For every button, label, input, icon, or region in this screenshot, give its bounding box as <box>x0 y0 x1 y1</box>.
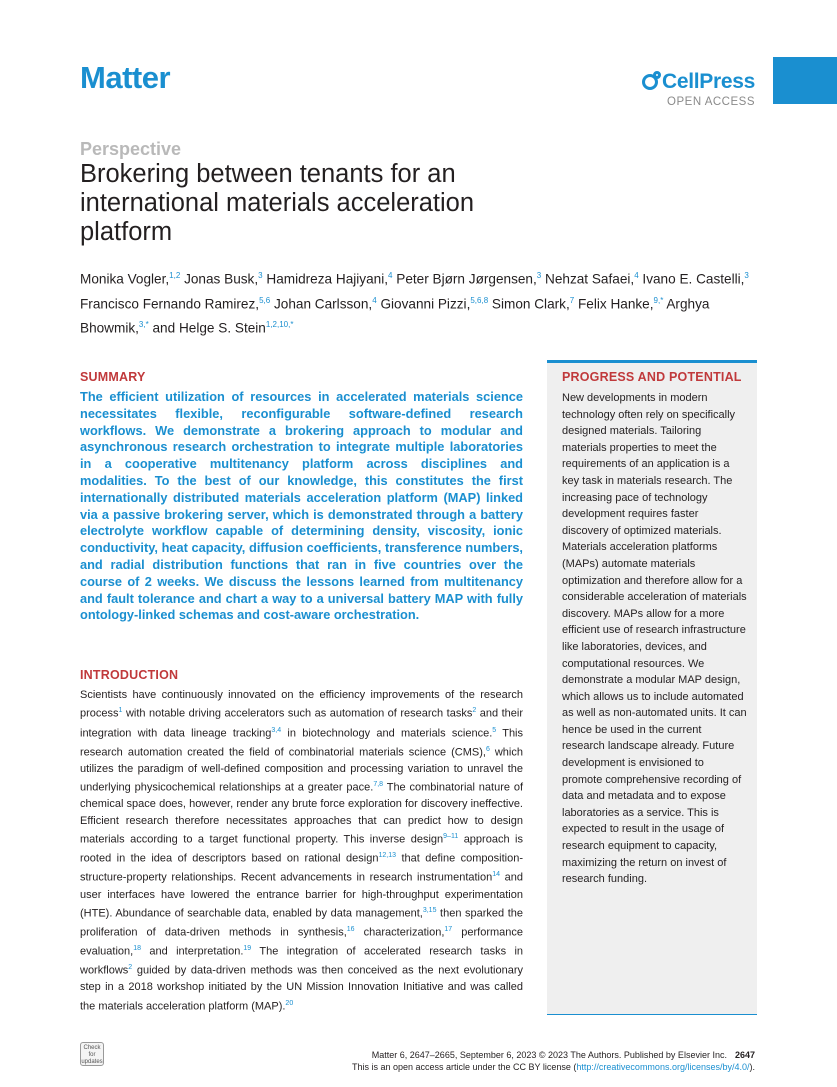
reference-link[interactable]: 14 <box>492 871 501 879</box>
reference-link[interactable]: 17 <box>444 926 453 934</box>
author-affiliation[interactable]: 5,6 <box>259 295 271 305</box>
author-name: Francisco Fernando Ramirez, <box>80 296 260 312</box>
author-affiliation[interactable]: 4 <box>372 295 377 305</box>
reference-link[interactable]: 3,15 <box>422 907 437 915</box>
author-name: Johan Carlsson, <box>273 296 373 312</box>
check-for-updates-label: Check for updates <box>81 1045 103 1065</box>
license-text: This is an open access article under the CC BY license ( <box>351 1061 577 1072</box>
author-name: Arghya Bhowmik, <box>80 296 710 336</box>
author-name: Felix Hanke, <box>577 296 654 312</box>
journal-name: Matter <box>80 60 171 95</box>
license-link[interactable]: http://creativecommons.org/licenses/by/4.0/ <box>576 1061 750 1072</box>
cellpress-logo-icon <box>642 74 658 90</box>
summary-heading: SUMMARY <box>80 370 146 384</box>
publisher-name: CellPress <box>661 70 755 93</box>
reference-link[interactable]: 5 <box>492 726 497 734</box>
citation-line <box>195 1050 755 1062</box>
reference-link[interactable]: 20 <box>285 999 294 1007</box>
author-name: and Helge S. Stein <box>152 320 266 336</box>
reference-link[interactable]: 12,13 <box>378 852 396 860</box>
header-color-tab <box>773 57 837 104</box>
check-for-updates-badge[interactable] <box>80 1042 104 1066</box>
author-name: Simon Clark, <box>491 296 570 312</box>
summary-text: The efficient utilization of resources in accelerated materials science necessitates flexible, reconfigurable software-defined research workflows. We demonstrate a brokering approach to modular and asynchronous research orchestration to integrate multiple laboratories in a cooperative multitenancy platform across disciplines and modalities. To the best of our knowledge, this constitutes the first internationally distributed materials acceleration platform (MAP) linked via a passive brokering server, which is demonstrated through a battery electrolyte workflow capable of determining density, viscosity, ionic conductivity, heat capacity, diffusion coefficients, transference numbers, and radial distribution functions that ran in five countries over the course of 2 weeks. We discuss the lessons learned from multitenancy and fault tolerance and chart a way to a universal battery MAP with fully ontology-linked schemas and cost-aware orchestration. <box>80 389 523 623</box>
author-affiliation[interactable]: 1,2,10,* <box>265 320 294 330</box>
reference-link[interactable]: 3,4 <box>271 726 282 734</box>
reference-link[interactable]: 2 <box>128 964 133 972</box>
article-title: Brokering between tenants for an international materials acceleration platform <box>80 160 475 246</box>
author-affiliation[interactable]: 3 <box>536 271 542 280</box>
reference-link[interactable]: 16 <box>346 926 355 934</box>
author-name: Ivano E. Castelli, <box>642 271 745 287</box>
progress-potential-box <box>547 360 757 1015</box>
author-affiliation[interactable]: 4 <box>634 271 639 280</box>
introduction-heading: INTRODUCTION <box>80 668 179 682</box>
article-type: Perspective <box>80 139 182 159</box>
author-affiliation[interactable]: 9,* <box>653 295 664 305</box>
author-affiliation[interactable]: 3 <box>258 271 263 280</box>
author-name: Nehzat Safaei, <box>545 271 635 287</box>
author-affiliation[interactable]: 4 <box>388 271 393 280</box>
reference-link[interactable]: 6 <box>485 745 490 753</box>
reference-link[interactable]: 18 <box>133 945 142 953</box>
license-text-end: ). <box>749 1061 755 1072</box>
open-access-label: OPEN ACCESS <box>667 96 755 108</box>
publisher-logo <box>575 70 755 108</box>
page-footer <box>195 1050 755 1073</box>
progress-text: New developments in modern technology often rely on specifically designed materials. Tailoring materials properties to meet the requirements of an application is a key task in materials research. The increasing pace of technology development requires faster discovery of optimized materials. Materials acceleration platforms (MAPs) automate materials optimization and therefore allow for a considerable acceleration of materials discovery. MAPs allow for a more efficient use of research infrastructure like laboratories, devices, and computational resources. We demonstrate a modular MAP design, which allows us to include automated as well as non-automated units. It can hence be used in the current research landscape already. Future development is envisioned to promote comprehensive recording of data and metadata and to expose laboratories as a service. This is expected to result in the usage of research equipment to capacity, maximizing the return on invest of research funding. <box>562 392 747 886</box>
reference-link[interactable]: 19 <box>243 945 252 953</box>
reference-link[interactable]: 9–11 <box>443 833 459 841</box>
author-name: Hamidreza Hajiyani, <box>266 271 389 287</box>
author-affiliation[interactable]: 3,* <box>138 320 149 330</box>
author-affiliation[interactable]: 3 <box>744 271 749 280</box>
reference-link[interactable]: 1 <box>118 707 123 715</box>
author-affiliation[interactable]: 7 <box>569 295 575 305</box>
author-name: Monika Vogler, <box>80 271 170 287</box>
author-affiliation[interactable]: 1,2 <box>169 271 181 280</box>
license-line <box>195 1062 755 1074</box>
cellpress-wordmark <box>575 70 755 94</box>
citation: Matter 6, 2647–2665, September 6, 2023 © 2023 The Authors. Published by Elsevier Inc. <box>371 1050 727 1060</box>
reference-link[interactable]: 7,8 <box>373 781 384 789</box>
author-name: Peter Bjørn Jørgensen, <box>396 271 537 287</box>
author-name: Jonas Busk, <box>184 271 259 287</box>
author-name: Giovanni Pizzi, <box>380 296 471 312</box>
reference-link[interactable]: 2 <box>472 707 477 715</box>
author-list <box>80 265 760 339</box>
progress-heading: PROGRESS AND POTENTIAL <box>562 370 742 384</box>
introduction-text: Scientists have continuously innovated on the efficiency improvements of the research process$^1$ with notable driving accelerators such as automation of research tasks$^2$ and their integration with data lineage tracking$^{3,4}$ in biotechnology and materials science.$^5$ This research automation created the field of combinatorial materials science (CMS),$^6$ which utilizes the paradigm of well-defined composition and processing variation to unravel the underlying physicochemical relationships at a greater pace.$^{7,8}$ The combinatorial nature of chemical space does, however, render any brute force exploration for discovery ineffective. Efficient research therefore necessitates approaches that can predict how to design materials according to a target functional property. This inverse design$^{9-11}$ approach is rooted in the idea of descriptors based on rational design$^{12,13}$ that define composition-structure-property relationships. Recent advancements in research instrumentation$^{14}$ and user interfaces have lowered the entrance barrier for high-throughput experimentation (HTE). Abundance of searchable data, enabled by data management,$^{3,15}$ then sparked the proliferation of data-driven methods in synthesis,$^{16}$ characterization,$^{17}$ performance evaluation,$^{18}$ and interpretation.$^{19}$ The integration of accelerated research tasks in workflows$^2$ guided by data-driven methods was then conceived as the next evolutionary step in a 2018 workshop initiated by the UN Mission Innovation Initiative and was called the materials acceleration platform (MAP).$^{20}$ <box>80 689 524 1013</box>
author-affiliation[interactable]: 5,6,8 <box>470 295 489 305</box>
page-number: 2647 <box>734 1050 755 1060</box>
